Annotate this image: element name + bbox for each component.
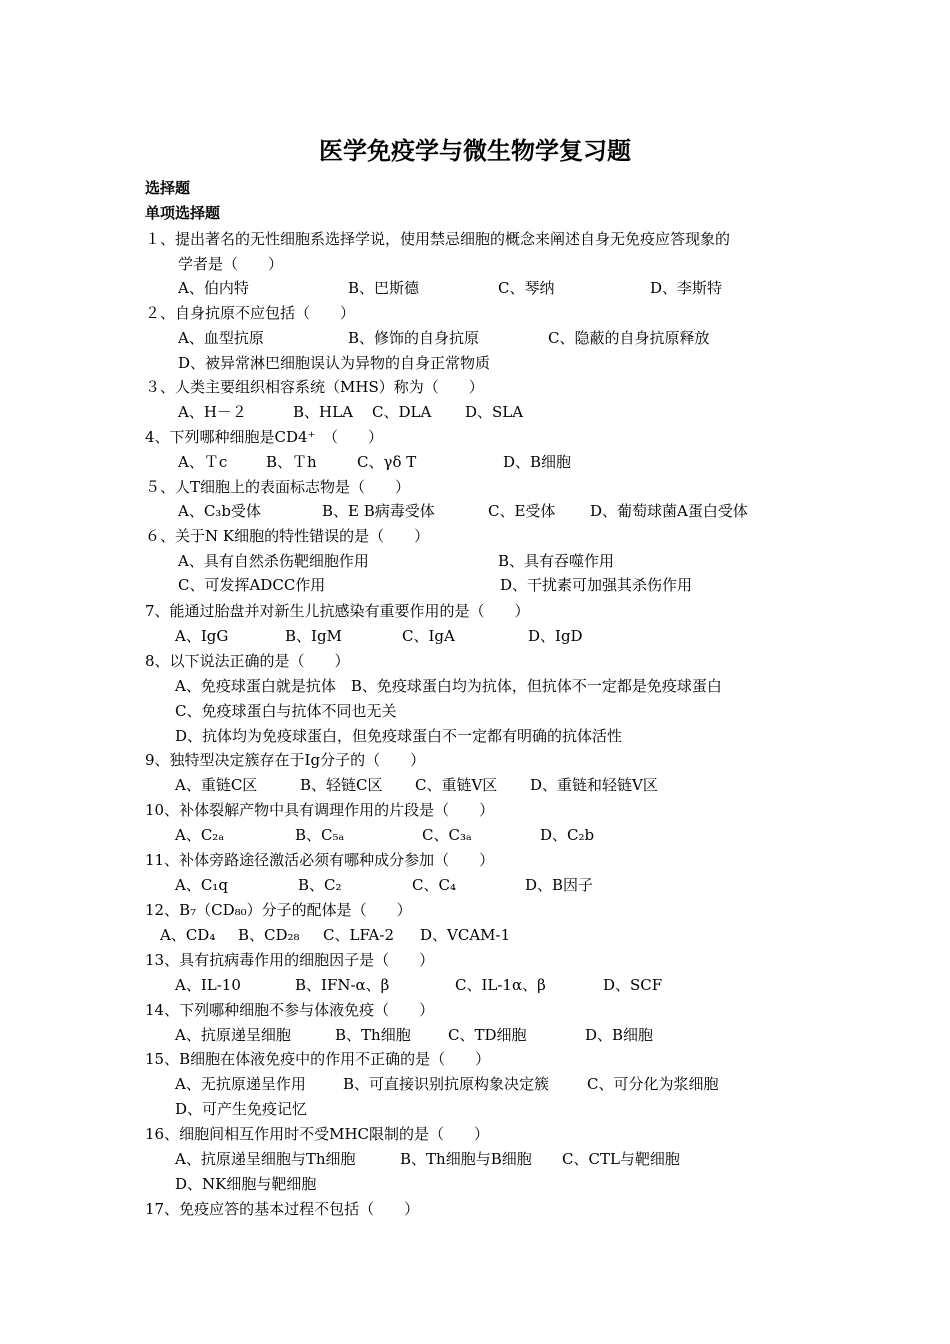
text-segment: D、NK细胞与靶细胞 [175,1175,317,1193]
text-line [0,500,950,522]
text-line [0,1173,950,1195]
text-segment: A、具有自然杀伤靶细胞作用 [178,552,369,570]
subsection-heading: 单项选择题 [145,204,221,222]
text-segment: D、干扰素可加强其杀伤作用 [500,576,693,594]
text-line [0,749,950,771]
text-segment: A、抗原递呈细胞 [175,1026,291,1044]
text-segment: C、E受体 [488,502,556,520]
text-segment: C、C₄ [412,876,456,894]
text-line [0,1024,950,1046]
text-line [0,824,950,846]
text-segment: B、HLA [293,403,353,421]
text-segment: B、Ｔh [266,453,317,471]
text-segment: D、可产生免疫记忆 [175,1100,308,1118]
text-segment: 17、免疫应答的基本过程不包括（ ） [145,1200,420,1218]
text-segment: B、轻链C区 [300,776,383,794]
text-segment: B、IFN-α、β [295,976,390,994]
text-line [0,1198,950,1220]
text-segment: C、可发挥ADCC作用 [178,576,326,594]
text-segment: 16、细胞间相互作用时不受MHC限制的是（ ） [145,1125,490,1143]
text-segment: D、李斯特 [650,279,723,297]
text-line [0,899,950,921]
text-line [0,376,950,398]
text-segment: C、C₃ₐ [422,826,472,844]
text-segment: C、隐蔽的自身抗原释放 [548,329,710,347]
text-segment: D、SLA [465,403,524,421]
text-line [0,476,950,498]
text-line [0,277,950,299]
text-segment: B、具有吞噬作用 [498,552,615,570]
text-segment: A、重链C区 [175,776,258,794]
text-line [0,302,950,324]
text-segment: 8、以下说法正确的是（ ） [145,652,350,670]
text-segment: 学者是（ ） [178,255,284,273]
text-line [0,949,950,971]
text-line [0,1098,950,1120]
text-line [0,974,950,996]
text-segment: A、C₃b受体 [178,502,261,520]
text-segment: ６、关于N K细胞的特性错误的是（ ） [145,527,430,545]
text-segment: A、IgG [175,627,229,645]
text-segment: D、SCF [603,976,663,994]
text-line [0,401,950,423]
text-segment: D、B因子 [525,876,594,894]
text-segment: ２、自身抗原不应包括（ ） [145,304,356,322]
text-line [0,650,950,672]
text-segment: C、免疫球蛋白与抗体不同也无关 [175,702,397,720]
text-line [0,1123,950,1145]
text-segment: C、LFA-2 [323,926,394,944]
text-line [0,924,950,946]
text-line [0,550,950,572]
text-segment: B、Th细胞与B细胞 [400,1150,532,1168]
text-segment: D、被异常淋巴细胞误认为异物的自身正常物质 [178,354,491,372]
text-line [0,1148,950,1170]
text-line [0,525,950,547]
text-segment: B、IgM [285,627,342,645]
text-segment: C、DLA [372,403,432,421]
text-segment: D、IgD [528,627,583,645]
text-segment: B、E B病毒受体 [322,502,435,520]
text-line [0,999,950,1021]
text-line [0,574,950,596]
text-line [0,1073,950,1095]
text-segment: 12、B₇（CD₈₀）分子的配体是（ ） [145,901,412,919]
text-segment: D、VCAM-1 [420,926,511,944]
text-line [0,327,950,349]
text-segment: A、抗原递呈细胞与Th细胞 [175,1150,356,1168]
text-line [0,774,950,796]
text-segment: １、提出著名的无性细胞系选择学说，使用禁忌细胞的概念来阐述自身无免疫应答现象的 [145,230,731,248]
text-line [0,352,950,374]
text-line [0,600,950,622]
text-line [0,1048,950,1070]
text-line [0,675,950,697]
text-segment: A、CD₄ [160,926,216,944]
text-segment: C、可分化为浆细胞 [587,1075,719,1093]
section-heading: 选择题 [145,179,191,197]
text-segment: B、CD₂₈ [238,926,300,944]
text-line [0,426,950,448]
text-segment: D、重链和轻链V区 [530,776,658,794]
text-line [0,874,950,896]
text-line [0,253,950,275]
text-segment: A、Ｔc [178,453,228,471]
text-segment: C、CTL与靶细胞 [562,1150,680,1168]
text-segment: B、C₂ [298,876,342,894]
text-line [0,725,950,747]
text-segment: D、B细胞 [503,453,572,471]
text-segment: B、巴斯德 [348,279,420,297]
page-title: 医学免疫学与微生物学复习题 [319,137,631,165]
text-segment: 7、能通过胎盘并对新生儿抗感染有重要作用的是（ ） [145,602,530,620]
text-segment: C、重链V区 [415,776,498,794]
text-segment: A、C₁q [175,876,228,894]
text-segment: B、可直接识别抗原构象决定簇 [343,1075,550,1093]
text-line [0,700,950,722]
text-segment: C、琴纳 [498,279,555,297]
text-segment: 11、补体旁路途径激活必须有哪种成分参加（ ） [145,851,495,869]
text-segment: C、IL-1α、β [455,976,546,994]
text-segment: A、免疫球蛋白就是抗体 B、免疫球蛋白均为抗体，但抗体不一定都是免疫球蛋白 [175,677,722,695]
text-segment: B、C₅ₐ [295,826,345,844]
text-segment: 10、补体裂解产物中具有调理作用的片段是（ ） [145,801,495,819]
text-segment: D、葡萄球菌A蛋白受体 [590,502,748,520]
text-line [0,451,950,473]
text-segment: 15、B细胞在体液免疫中的作用不正确的是（ ） [145,1050,491,1068]
text-segment: A、伯内特 [178,279,249,297]
text-segment: D、C₂b [540,826,595,844]
text-segment: B、修饰的自身抗原 [348,329,480,347]
text-segment: 13、具有抗病毒作用的细胞因子是（ ） [145,951,435,969]
text-segment: A、C₂ₐ [175,826,225,844]
text-segment: D、B细胞 [585,1026,654,1044]
text-segment: 14、下列哪种细胞不参与体液免疫（ ） [145,1001,435,1019]
text-segment: A、血型抗原 [178,329,264,347]
text-segment: ３、人类主要组织相容系统（MHS）称为（ ） [145,378,484,396]
text-line [0,849,950,871]
text-segment: ５、人T细胞上的表面标志物是（ ） [145,478,411,496]
text-segment: D、抗体均为免疫球蛋白，但免疫球蛋白不一定都有明确的抗体活性 [175,727,623,745]
text-line [0,625,950,647]
text-segment: B、Th细胞 [335,1026,411,1044]
text-segment: 9、独特型决定簇存在于Ig分子的（ ） [145,751,426,769]
text-segment: 4、下列哪种细胞是CD4⁺ （ ） [145,428,384,446]
text-segment: C、IgA [402,627,455,645]
text-segment: C、γδ T [357,453,417,471]
text-segment: A、IL-10 [175,976,241,994]
text-segment: C、TD细胞 [448,1026,527,1044]
text-segment: A、无抗原递呈作用 [175,1075,306,1093]
text-segment: A、H－２ [178,403,247,421]
text-line [0,799,950,821]
text-line [0,228,950,250]
